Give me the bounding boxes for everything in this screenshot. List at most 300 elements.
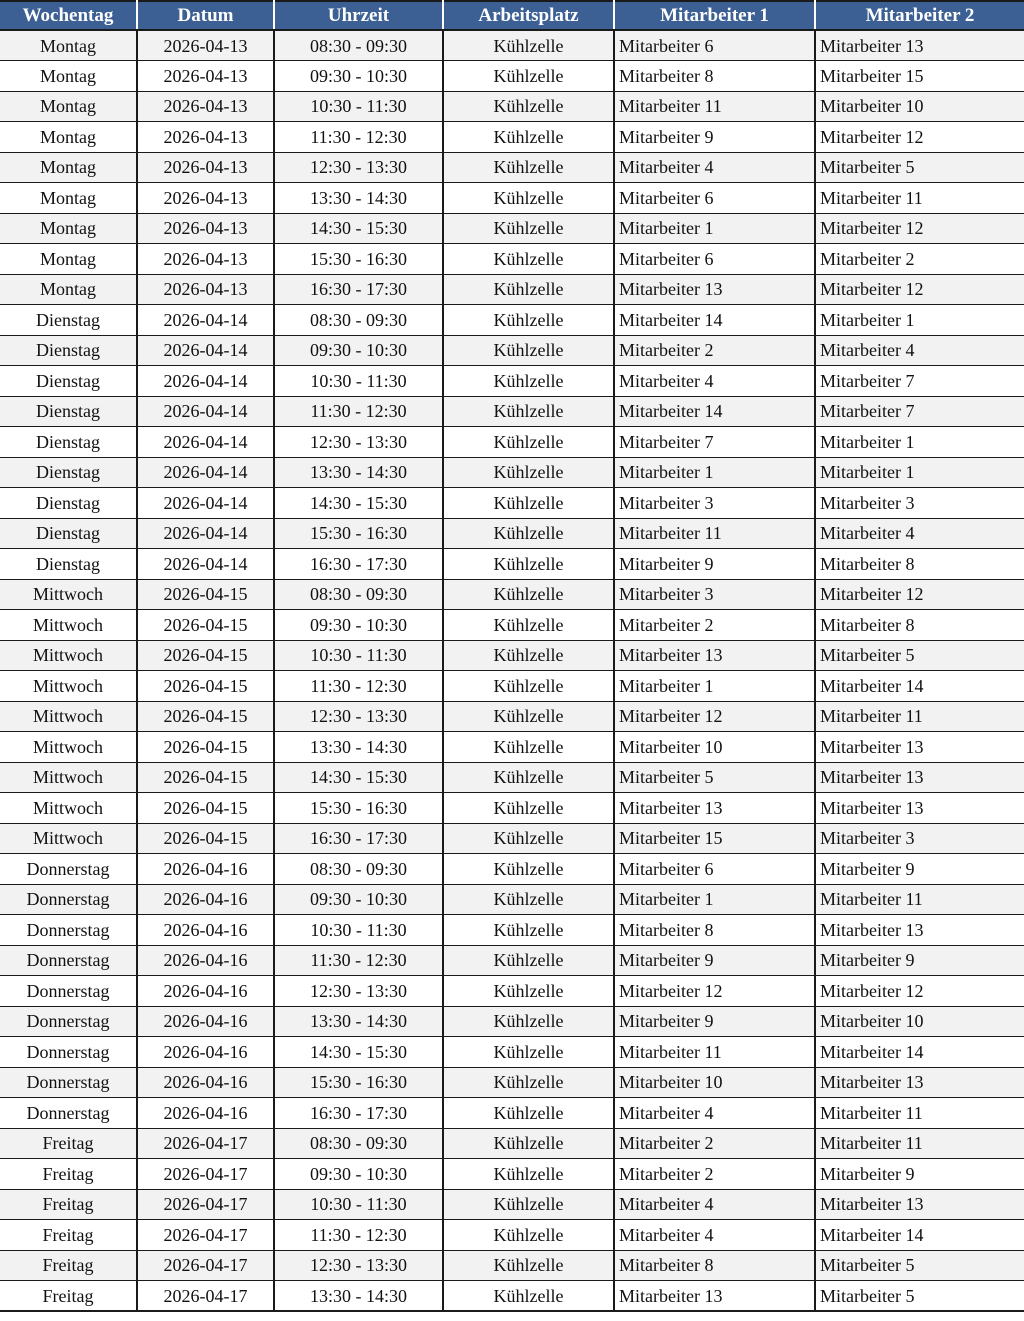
- cell-arbeitsplatz: Kühlzelle: [443, 213, 614, 244]
- cell-datum: 2026-04-16: [137, 1067, 274, 1098]
- cell-mitarbeiter1: Mitarbeiter 13: [614, 793, 815, 824]
- cell-datum: 2026-04-15: [137, 793, 274, 824]
- cell-arbeitsplatz: Kühlzelle: [443, 457, 614, 488]
- cell-mitarbeiter1: Mitarbeiter 7: [614, 427, 815, 458]
- cell-mitarbeiter1: Mitarbeiter 1: [614, 457, 815, 488]
- cell-uhrzeit: 08:30 - 09:30: [274, 854, 443, 885]
- cell-mitarbeiter1: Mitarbeiter 12: [614, 701, 815, 732]
- cell-arbeitsplatz: Kühlzelle: [443, 701, 614, 732]
- cell-arbeitsplatz: Kühlzelle: [443, 30, 614, 61]
- table-row[interactable]: [0, 671, 1024, 702]
- cell-mitarbeiter2: Mitarbeiter 1: [815, 427, 1024, 458]
- cell-mitarbeiter2: Mitarbeiter 11: [815, 701, 1024, 732]
- table-row[interactable]: [0, 854, 1024, 885]
- cell-arbeitsplatz: Kühlzelle: [443, 1189, 614, 1220]
- cell-datum: 2026-04-14: [137, 488, 274, 519]
- cell-wochentag: Dienstag: [0, 305, 137, 336]
- table-row[interactable]: [0, 244, 1024, 275]
- cell-wochentag: Dienstag: [0, 335, 137, 366]
- cell-mitarbeiter1: Mitarbeiter 6: [614, 30, 815, 61]
- cell-mitarbeiter2: Mitarbeiter 5: [815, 152, 1024, 183]
- cell-datum: 2026-04-13: [137, 152, 274, 183]
- cell-wochentag: Mittwoch: [0, 823, 137, 854]
- cell-uhrzeit: 15:30 - 16:30: [274, 518, 443, 549]
- cell-arbeitsplatz: Kühlzelle: [443, 640, 614, 671]
- table-row[interactable]: [0, 884, 1024, 915]
- cell-wochentag: Donnerstag: [0, 945, 137, 976]
- table-body: [0, 30, 1024, 1311]
- cell-uhrzeit: 10:30 - 11:30: [274, 640, 443, 671]
- cell-mitarbeiter2: Mitarbeiter 11: [815, 884, 1024, 915]
- cell-arbeitsplatz: Kühlzelle: [443, 1067, 614, 1098]
- cell-mitarbeiter1: Mitarbeiter 9: [614, 549, 815, 580]
- cell-mitarbeiter2: Mitarbeiter 13: [815, 732, 1024, 763]
- cell-uhrzeit: 11:30 - 12:30: [274, 396, 443, 427]
- cell-arbeitsplatz: Kühlzelle: [443, 762, 614, 793]
- cell-datum: 2026-04-13: [137, 91, 274, 122]
- cell-wochentag: Montag: [0, 61, 137, 92]
- cell-mitarbeiter1: Mitarbeiter 11: [614, 91, 815, 122]
- cell-datum: 2026-04-14: [137, 457, 274, 488]
- cell-mitarbeiter2: Mitarbeiter 7: [815, 396, 1024, 427]
- table-row[interactable]: [0, 427, 1024, 458]
- table-row[interactable]: [0, 213, 1024, 244]
- cell-wochentag: Montag: [0, 30, 137, 61]
- cell-datum: 2026-04-14: [137, 518, 274, 549]
- cell-wochentag: Freitag: [0, 1128, 137, 1159]
- cell-arbeitsplatz: Kühlzelle: [443, 91, 614, 122]
- cell-arbeitsplatz: Kühlzelle: [443, 366, 614, 397]
- cell-mitarbeiter1: Mitarbeiter 4: [614, 1189, 815, 1220]
- cell-wochentag: Dienstag: [0, 488, 137, 519]
- cell-arbeitsplatz: Kühlzelle: [443, 1128, 614, 1159]
- cell-arbeitsplatz: Kühlzelle: [443, 61, 614, 92]
- cell-arbeitsplatz: Kühlzelle: [443, 488, 614, 519]
- table-row[interactable]: [0, 305, 1024, 336]
- cell-arbeitsplatz: Kühlzelle: [443, 823, 614, 854]
- cell-datum: 2026-04-13: [137, 244, 274, 275]
- cell-mitarbeiter1: Mitarbeiter 14: [614, 305, 815, 336]
- table-row[interactable]: [0, 91, 1024, 122]
- cell-wochentag: Dienstag: [0, 396, 137, 427]
- cell-arbeitsplatz: Kühlzelle: [443, 793, 614, 824]
- cell-datum: 2026-04-15: [137, 732, 274, 763]
- cell-arbeitsplatz: Kühlzelle: [443, 732, 614, 763]
- cell-datum: 2026-04-16: [137, 1006, 274, 1037]
- cell-mitarbeiter1: Mitarbeiter 4: [614, 1098, 815, 1129]
- cell-datum: 2026-04-14: [137, 396, 274, 427]
- cell-uhrzeit: 16:30 - 17:30: [274, 549, 443, 580]
- column-header-mitarbeiter1[interactable]: Mitarbeiter 1: [614, 1, 815, 30]
- table-row[interactable]: [0, 1037, 1024, 1068]
- cell-mitarbeiter1: Mitarbeiter 9: [614, 1006, 815, 1037]
- cell-uhrzeit: 12:30 - 13:30: [274, 152, 443, 183]
- cell-arbeitsplatz: Kühlzelle: [443, 579, 614, 610]
- cell-datum: 2026-04-13: [137, 61, 274, 92]
- cell-datum: 2026-04-16: [137, 915, 274, 946]
- cell-wochentag: Donnerstag: [0, 976, 137, 1007]
- cell-uhrzeit: 13:30 - 14:30: [274, 732, 443, 763]
- cell-mitarbeiter2: Mitarbeiter 13: [815, 915, 1024, 946]
- cell-uhrzeit: 10:30 - 11:30: [274, 915, 443, 946]
- cell-wochentag: Mittwoch: [0, 610, 137, 641]
- cell-datum: 2026-04-15: [137, 671, 274, 702]
- cell-mitarbeiter2: Mitarbeiter 14: [815, 1037, 1024, 1068]
- cell-wochentag: Freitag: [0, 1159, 137, 1190]
- cell-wochentag: Freitag: [0, 1220, 137, 1251]
- cell-wochentag: Freitag: [0, 1189, 137, 1220]
- cell-datum: 2026-04-13: [137, 183, 274, 214]
- cell-uhrzeit: 12:30 - 13:30: [274, 427, 443, 458]
- cell-uhrzeit: 16:30 - 17:30: [274, 274, 443, 305]
- cell-mitarbeiter2: Mitarbeiter 8: [815, 610, 1024, 641]
- cell-arbeitsplatz: Kühlzelle: [443, 427, 614, 458]
- cell-wochentag: Mittwoch: [0, 640, 137, 671]
- cell-arbeitsplatz: Kühlzelle: [443, 1006, 614, 1037]
- cell-wochentag: Freitag: [0, 1250, 137, 1281]
- cell-mitarbeiter1: Mitarbeiter 6: [614, 183, 815, 214]
- cell-uhrzeit: 11:30 - 12:30: [274, 1220, 443, 1251]
- cell-mitarbeiter1: Mitarbeiter 13: [614, 274, 815, 305]
- table-row[interactable]: [0, 976, 1024, 1007]
- cell-mitarbeiter2: Mitarbeiter 5: [815, 1281, 1024, 1312]
- cell-arbeitsplatz: Kühlzelle: [443, 244, 614, 275]
- table-row[interactable]: [0, 396, 1024, 427]
- table-row[interactable]: [0, 945, 1024, 976]
- cell-uhrzeit: 10:30 - 11:30: [274, 91, 443, 122]
- cell-datum: 2026-04-16: [137, 854, 274, 885]
- cell-mitarbeiter2: Mitarbeiter 12: [815, 579, 1024, 610]
- cell-datum: 2026-04-15: [137, 701, 274, 732]
- cell-mitarbeiter2: Mitarbeiter 11: [815, 1128, 1024, 1159]
- cell-mitarbeiter1: Mitarbeiter 4: [614, 366, 815, 397]
- column-header-uhrzeit[interactable]: Uhrzeit: [274, 1, 443, 30]
- cell-mitarbeiter2: Mitarbeiter 10: [815, 1006, 1024, 1037]
- cell-arbeitsplatz: Kühlzelle: [443, 976, 614, 1007]
- cell-wochentag: Dienstag: [0, 366, 137, 397]
- table-row[interactable]: [0, 152, 1024, 183]
- cell-mitarbeiter2: Mitarbeiter 5: [815, 640, 1024, 671]
- cell-arbeitsplatz: Kühlzelle: [443, 122, 614, 153]
- table-row[interactable]: [0, 1128, 1024, 1159]
- cell-uhrzeit: 15:30 - 16:30: [274, 244, 443, 275]
- cell-datum: 2026-04-17: [137, 1128, 274, 1159]
- cell-wochentag: Mittwoch: [0, 671, 137, 702]
- cell-wochentag: Donnerstag: [0, 854, 137, 885]
- cell-wochentag: Montag: [0, 213, 137, 244]
- cell-mitarbeiter2: Mitarbeiter 9: [815, 854, 1024, 885]
- cell-uhrzeit: 14:30 - 15:30: [274, 762, 443, 793]
- cell-wochentag: Montag: [0, 183, 137, 214]
- cell-mitarbeiter1: Mitarbeiter 4: [614, 152, 815, 183]
- cell-uhrzeit: 09:30 - 10:30: [274, 884, 443, 915]
- cell-wochentag: Montag: [0, 91, 137, 122]
- column-header-wochentag[interactable]: Wochentag: [0, 1, 137, 30]
- cell-mitarbeiter2: Mitarbeiter 13: [815, 1067, 1024, 1098]
- cell-wochentag: Mittwoch: [0, 793, 137, 824]
- table-row[interactable]: [0, 610, 1024, 641]
- cell-wochentag: Donnerstag: [0, 1006, 137, 1037]
- cell-mitarbeiter1: Mitarbeiter 14: [614, 396, 815, 427]
- cell-uhrzeit: 11:30 - 12:30: [274, 671, 443, 702]
- cell-wochentag: Donnerstag: [0, 884, 137, 915]
- cell-datum: 2026-04-17: [137, 1189, 274, 1220]
- cell-datum: 2026-04-14: [137, 366, 274, 397]
- cell-mitarbeiter2: Mitarbeiter 13: [815, 1189, 1024, 1220]
- cell-datum: 2026-04-15: [137, 823, 274, 854]
- cell-mitarbeiter1: Mitarbeiter 9: [614, 945, 815, 976]
- cell-arbeitsplatz: Kühlzelle: [443, 1220, 614, 1251]
- cell-datum: 2026-04-16: [137, 945, 274, 976]
- cell-mitarbeiter2: Mitarbeiter 7: [815, 366, 1024, 397]
- table-row[interactable]: [0, 518, 1024, 549]
- cell-arbeitsplatz: Kühlzelle: [443, 671, 614, 702]
- cell-mitarbeiter1: Mitarbeiter 2: [614, 1128, 815, 1159]
- cell-uhrzeit: 16:30 - 17:30: [274, 823, 443, 854]
- cell-datum: 2026-04-17: [137, 1220, 274, 1251]
- cell-arbeitsplatz: Kühlzelle: [443, 854, 614, 885]
- cell-datum: 2026-04-16: [137, 884, 274, 915]
- cell-arbeitsplatz: Kühlzelle: [443, 396, 614, 427]
- cell-mitarbeiter1: Mitarbeiter 3: [614, 488, 815, 519]
- column-header-arbeitsplatz[interactable]: Arbeitsplatz: [443, 1, 614, 30]
- table-row[interactable]: [0, 366, 1024, 397]
- table-row[interactable]: [0, 1220, 1024, 1251]
- table-row[interactable]: [0, 1281, 1024, 1312]
- cell-uhrzeit: 09:30 - 10:30: [274, 335, 443, 366]
- cell-mitarbeiter1: Mitarbeiter 8: [614, 1250, 815, 1281]
- table-row[interactable]: [0, 732, 1024, 763]
- cell-mitarbeiter2: Mitarbeiter 12: [815, 213, 1024, 244]
- cell-wochentag: Donnerstag: [0, 1037, 137, 1068]
- cell-mitarbeiter1: Mitarbeiter 6: [614, 854, 815, 885]
- cell-mitarbeiter1: Mitarbeiter 2: [614, 1159, 815, 1190]
- cell-mitarbeiter2: Mitarbeiter 1: [815, 305, 1024, 336]
- table-row[interactable]: [0, 823, 1024, 854]
- cell-mitarbeiter1: Mitarbeiter 4: [614, 1220, 815, 1251]
- cell-mitarbeiter2: Mitarbeiter 1: [815, 457, 1024, 488]
- cell-wochentag: Freitag: [0, 1281, 137, 1312]
- cell-mitarbeiter2: Mitarbeiter 14: [815, 671, 1024, 702]
- table-row[interactable]: [0, 335, 1024, 366]
- cell-mitarbeiter2: Mitarbeiter 2: [815, 244, 1024, 275]
- cell-uhrzeit: 12:30 - 13:30: [274, 976, 443, 1007]
- cell-datum: 2026-04-16: [137, 1037, 274, 1068]
- cell-arbeitsplatz: Kühlzelle: [443, 915, 614, 946]
- cell-datum: 2026-04-15: [137, 579, 274, 610]
- cell-uhrzeit: 13:30 - 14:30: [274, 457, 443, 488]
- cell-mitarbeiter2: Mitarbeiter 3: [815, 823, 1024, 854]
- cell-mitarbeiter2: Mitarbeiter 4: [815, 518, 1024, 549]
- cell-mitarbeiter2: Mitarbeiter 11: [815, 183, 1024, 214]
- cell-uhrzeit: 09:30 - 10:30: [274, 610, 443, 641]
- cell-mitarbeiter2: Mitarbeiter 13: [815, 30, 1024, 61]
- cell-datum: 2026-04-13: [137, 274, 274, 305]
- cell-uhrzeit: 08:30 - 09:30: [274, 30, 443, 61]
- cell-datum: 2026-04-13: [137, 122, 274, 153]
- cell-arbeitsplatz: Kühlzelle: [443, 1037, 614, 1068]
- cell-mitarbeiter1: Mitarbeiter 9: [614, 122, 815, 153]
- cell-datum: 2026-04-14: [137, 549, 274, 580]
- cell-mitarbeiter1: Mitarbeiter 5: [614, 762, 815, 793]
- cell-arbeitsplatz: Kühlzelle: [443, 945, 614, 976]
- cell-mitarbeiter1: Mitarbeiter 1: [614, 884, 815, 915]
- cell-mitarbeiter1: Mitarbeiter 6: [614, 244, 815, 275]
- cell-datum: 2026-04-17: [137, 1159, 274, 1190]
- cell-mitarbeiter1: Mitarbeiter 1: [614, 213, 815, 244]
- cell-mitarbeiter1: Mitarbeiter 8: [614, 915, 815, 946]
- cell-wochentag: Donnerstag: [0, 915, 137, 946]
- cell-arbeitsplatz: Kühlzelle: [443, 518, 614, 549]
- table-row[interactable]: [0, 1159, 1024, 1190]
- table-row[interactable]: [0, 1098, 1024, 1129]
- cell-datum: 2026-04-16: [137, 1098, 274, 1129]
- cell-datum: 2026-04-13: [137, 213, 274, 244]
- cell-arbeitsplatz: Kühlzelle: [443, 305, 614, 336]
- cell-datum: 2026-04-15: [137, 610, 274, 641]
- table-row[interactable]: [0, 579, 1024, 610]
- cell-mitarbeiter2: Mitarbeiter 12: [815, 274, 1024, 305]
- cell-uhrzeit: 08:30 - 09:30: [274, 579, 443, 610]
- cell-uhrzeit: 09:30 - 10:30: [274, 1159, 443, 1190]
- table-row[interactable]: [0, 30, 1024, 61]
- cell-uhrzeit: 10:30 - 11:30: [274, 366, 443, 397]
- column-header-mitarbeiter2[interactable]: Mitarbeiter 2: [815, 1, 1024, 30]
- cell-arbeitsplatz: Kühlzelle: [443, 1098, 614, 1129]
- cell-uhrzeit: 10:30 - 11:30: [274, 1189, 443, 1220]
- cell-wochentag: Dienstag: [0, 457, 137, 488]
- cell-mitarbeiter1: Mitarbeiter 13: [614, 640, 815, 671]
- cell-wochentag: Montag: [0, 122, 137, 153]
- cell-arbeitsplatz: Kühlzelle: [443, 884, 614, 915]
- cell-mitarbeiter2: Mitarbeiter 9: [815, 1159, 1024, 1190]
- cell-uhrzeit: 08:30 - 09:30: [274, 1128, 443, 1159]
- cell-uhrzeit: 14:30 - 15:30: [274, 213, 443, 244]
- cell-mitarbeiter1: Mitarbeiter 10: [614, 1067, 815, 1098]
- cell-wochentag: Montag: [0, 152, 137, 183]
- cell-uhrzeit: 11:30 - 12:30: [274, 122, 443, 153]
- cell-uhrzeit: 14:30 - 15:30: [274, 488, 443, 519]
- cell-arbeitsplatz: Kühlzelle: [443, 1250, 614, 1281]
- table-row[interactable]: [0, 1250, 1024, 1281]
- header-row: [0, 1, 1024, 30]
- cell-mitarbeiter2: Mitarbeiter 8: [815, 549, 1024, 580]
- cell-uhrzeit: 13:30 - 14:30: [274, 1006, 443, 1037]
- table-row[interactable]: [0, 183, 1024, 214]
- table-row[interactable]: [0, 488, 1024, 519]
- cell-wochentag: Mittwoch: [0, 701, 137, 732]
- cell-datum: 2026-04-16: [137, 976, 274, 1007]
- cell-uhrzeit: 11:30 - 12:30: [274, 945, 443, 976]
- cell-uhrzeit: 13:30 - 14:30: [274, 1281, 443, 1312]
- cell-arbeitsplatz: Kühlzelle: [443, 183, 614, 214]
- cell-datum: 2026-04-13: [137, 30, 274, 61]
- cell-mitarbeiter1: Mitarbeiter 2: [614, 610, 815, 641]
- cell-mitarbeiter2: Mitarbeiter 14: [815, 1220, 1024, 1251]
- table-row[interactable]: [0, 1006, 1024, 1037]
- cell-arbeitsplatz: Kühlzelle: [443, 1159, 614, 1190]
- table-row[interactable]: [0, 1189, 1024, 1220]
- cell-mitarbeiter2: Mitarbeiter 15: [815, 61, 1024, 92]
- table-row[interactable]: [0, 640, 1024, 671]
- cell-mitarbeiter2: Mitarbeiter 13: [815, 762, 1024, 793]
- cell-uhrzeit: 15:30 - 16:30: [274, 793, 443, 824]
- cell-wochentag: Montag: [0, 274, 137, 305]
- cell-mitarbeiter2: Mitarbeiter 12: [815, 976, 1024, 1007]
- table-row[interactable]: [0, 122, 1024, 153]
- cell-mitarbeiter2: Mitarbeiter 4: [815, 335, 1024, 366]
- cell-arbeitsplatz: Kühlzelle: [443, 152, 614, 183]
- cell-arbeitsplatz: Kühlzelle: [443, 274, 614, 305]
- cell-mitarbeiter1: Mitarbeiter 2: [614, 335, 815, 366]
- cell-datum: 2026-04-17: [137, 1281, 274, 1312]
- cell-mitarbeiter2: Mitarbeiter 5: [815, 1250, 1024, 1281]
- cell-mitarbeiter1: Mitarbeiter 3: [614, 579, 815, 610]
- table-row[interactable]: [0, 61, 1024, 92]
- table-row[interactable]: [0, 549, 1024, 580]
- cell-wochentag: Donnerstag: [0, 1098, 137, 1129]
- cell-wochentag: Montag: [0, 244, 137, 275]
- cell-datum: 2026-04-14: [137, 335, 274, 366]
- cell-mitarbeiter1: Mitarbeiter 11: [614, 1037, 815, 1068]
- cell-mitarbeiter1: Mitarbeiter 1: [614, 671, 815, 702]
- table-row[interactable]: [0, 915, 1024, 946]
- table-row[interactable]: [0, 793, 1024, 824]
- cell-wochentag: Dienstag: [0, 518, 137, 549]
- cell-wochentag: Donnerstag: [0, 1067, 137, 1098]
- cell-wochentag: Dienstag: [0, 427, 137, 458]
- table-row[interactable]: [0, 762, 1024, 793]
- cell-arbeitsplatz: Kühlzelle: [443, 549, 614, 580]
- cell-uhrzeit: 14:30 - 15:30: [274, 1037, 443, 1068]
- cell-mitarbeiter1: Mitarbeiter 15: [614, 823, 815, 854]
- cell-datum: 2026-04-14: [137, 305, 274, 336]
- cell-uhrzeit: 12:30 - 13:30: [274, 1250, 443, 1281]
- cell-datum: 2026-04-15: [137, 762, 274, 793]
- cell-datum: 2026-04-14: [137, 427, 274, 458]
- cell-uhrzeit: 12:30 - 13:30: [274, 701, 443, 732]
- table-row[interactable]: [0, 701, 1024, 732]
- cell-mitarbeiter1: Mitarbeiter 13: [614, 1281, 815, 1312]
- cell-mitarbeiter2: Mitarbeiter 12: [815, 122, 1024, 153]
- table-row[interactable]: [0, 1067, 1024, 1098]
- cell-uhrzeit: 15:30 - 16:30: [274, 1067, 443, 1098]
- cell-datum: 2026-04-17: [137, 1250, 274, 1281]
- cell-mitarbeiter2: Mitarbeiter 10: [815, 91, 1024, 122]
- table-row[interactable]: [0, 457, 1024, 488]
- cell-wochentag: Mittwoch: [0, 762, 137, 793]
- cell-wochentag: Mittwoch: [0, 732, 137, 763]
- table-row[interactable]: [0, 274, 1024, 305]
- cell-mitarbeiter2: Mitarbeiter 13: [815, 793, 1024, 824]
- column-header-datum[interactable]: Datum: [137, 1, 274, 30]
- cell-wochentag: Mittwoch: [0, 579, 137, 610]
- cell-wochentag: Dienstag: [0, 549, 137, 580]
- cell-arbeitsplatz: Kühlzelle: [443, 1281, 614, 1312]
- cell-arbeitsplatz: Kühlzelle: [443, 335, 614, 366]
- cell-uhrzeit: 13:30 - 14:30: [274, 183, 443, 214]
- cell-mitarbeiter1: Mitarbeiter 12: [614, 976, 815, 1007]
- cell-uhrzeit: 08:30 - 09:30: [274, 305, 443, 336]
- cell-mitarbeiter1: Mitarbeiter 8: [614, 61, 815, 92]
- table-header: [0, 1, 1024, 30]
- cell-uhrzeit: 16:30 - 17:30: [274, 1098, 443, 1129]
- cell-datum: 2026-04-15: [137, 640, 274, 671]
- cell-mitarbeiter2: Mitarbeiter 3: [815, 488, 1024, 519]
- cell-mitarbeiter2: Mitarbeiter 9: [815, 945, 1024, 976]
- cell-uhrzeit: 09:30 - 10:30: [274, 61, 443, 92]
- cell-mitarbeiter2: Mitarbeiter 11: [815, 1098, 1024, 1129]
